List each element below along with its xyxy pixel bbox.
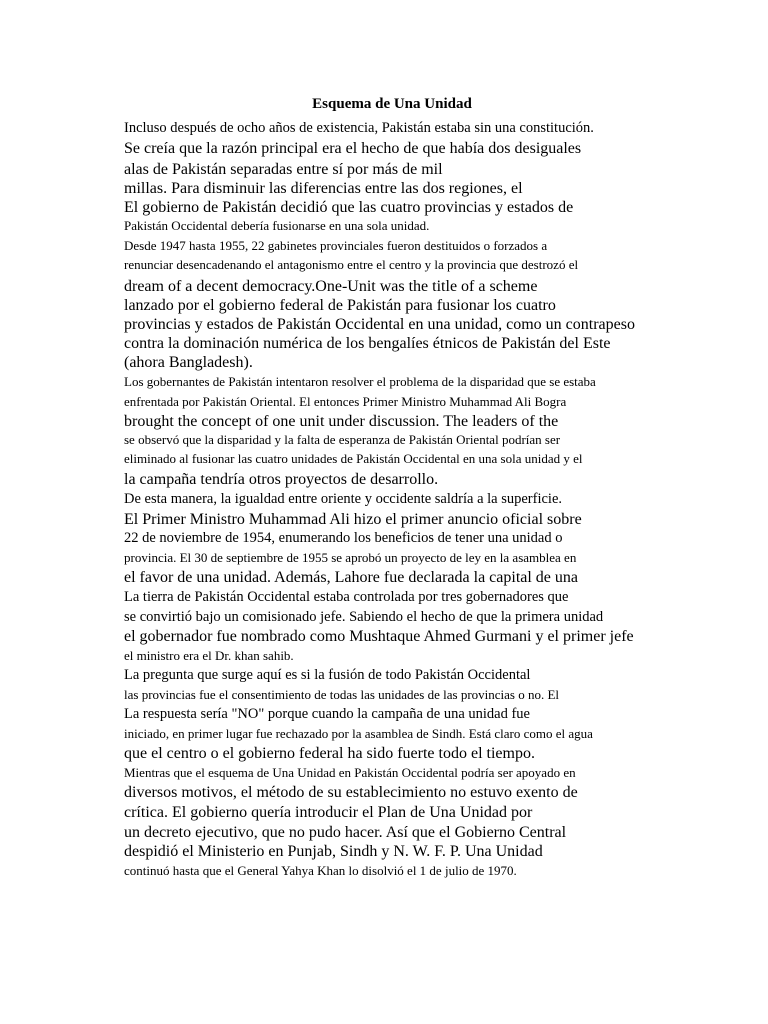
text-line: La tierra de Pakistán Occidental estaba controlada por tres gobernadores que [124,589,569,605]
text-line: El Primer Ministro Muhammad Ali hizo el primer anuncio oficial sobre [124,511,582,528]
text-line: las provincias fue el consentimiento de todas las unidades de las provincias o no. El [124,687,560,702]
text-line: el ministro era el Dr. khan sahib. [124,648,294,663]
text-line: alas de Pakistán separadas entre sí por más de mil [124,161,443,178]
document-title: Esquema de Una Unidad [312,96,472,112]
text-line: brought the concept of one unit under discussion. The leaders of the [124,413,559,430]
text-line: La pregunta que surge aquí es si la fusión de todo Pakistán Occidental [124,667,531,683]
text-line: el gobernador fue nombrado como Mushtaque Ahmed Gurmani y el primer jefe [124,628,634,645]
text-line: provincias y estados de Pakistán Occidental en una unidad, como un contrapeso [124,316,635,333]
text-line: que el centro o el gobierno federal ha sido fuerte todo el tiempo. [124,745,535,762]
text-line: continuó hasta que el General Yahya Khan lo disolvió el 1 de julio de 1970. [124,863,517,878]
text-line: La respuesta sería "NO" porque cuando la campaña de una unidad fue [124,706,530,722]
text-line: millas. Para disminuir las diferencias entre las dos regiones, el [124,180,523,197]
text-line: iniciado, en primer lugar fue rechazado por la asamblea de Sindh. Está claro como el agua [124,726,593,741]
text-line: enfrentada por Pakistán Oriental. El entonces Primer Ministro Muhammad Ali Bogra [124,394,567,409]
text-line: se observó que la disparidad y la falta de esperanza de Pakistán Oriental podrían ser [124,432,561,447]
text-line: el favor de una unidad. Además, Lahore fue declarada la capital de una [124,569,579,586]
text-line: contra la dominación numérica de los bengalíes étnicos de Pakistán del Este [124,335,611,352]
text-line: eliminado al fusionar las cuatro unidades de Pakistán Occidental en una sola unidad y el [124,451,583,466]
text-line: (ahora Bangladesh). [124,354,253,371]
text-line: diversos motivos, el método de su establecimiento no estuvo exento de [124,784,578,801]
text-line: provincia. El 30 de septiembre de 1955 se aprobó un proyecto de ley en la asamblea en [124,550,577,565]
text-line: Se creía que la razón principal era el hecho de que había dos desiguales [124,140,582,157]
text-line: Desde 1947 hasta 1955, 22 gabinetes provinciales fueron destituidos o forzados a [124,238,548,253]
text-line: despidió el Ministerio en Punjab, Sindh y N. W. F. P. Una Unidad [124,843,543,860]
text-line: 22 de noviembre de 1954, enumerando los beneficios de tener una unidad o [124,530,563,546]
text-line: se convirtió bajo un comisionado jefe. Sabiendo el hecho de que la primera unidad [124,609,604,625]
text-line: dream of a decent democracy.One-Unit was the title of a scheme [124,278,538,295]
text-line: Incluso después de ocho años de existencia, Pakistán estaba sin una constitución. [124,120,594,136]
text-line: El gobierno de Pakistán decidió que las cuatro provincias y estados de [124,199,574,216]
text-line: un decreto ejecutivo, que no pudo hacer. Así que el Gobierno Central [124,824,567,841]
text-line: Los gobernantes de Pakistán intentaron resolver el problema de la disparidad que se estaba [124,374,596,389]
text-line: la campaña tendría otros proyectos de desarrollo. [124,471,439,488]
text-line: Mientras que el esquema de Una Unidad en Pakistán Occidental podría ser apoyado en [124,765,576,780]
text-line: De esta manera, la igualdad entre oriente y occidente saldría a la superficie. [124,491,563,507]
text-line: Pakistán Occidental debería fusionarse en una sola unidad. [124,218,430,233]
text-line: crítica. El gobierno quería introducir el Plan de Una Unidad por [124,804,533,821]
text-line: lanzado por el gobierno federal de Pakistán para fusionar los cuatro [124,297,556,314]
text-line: renunciar desencadenando el antagonismo entre el centro y la provincia que destrozó el [124,257,579,272]
